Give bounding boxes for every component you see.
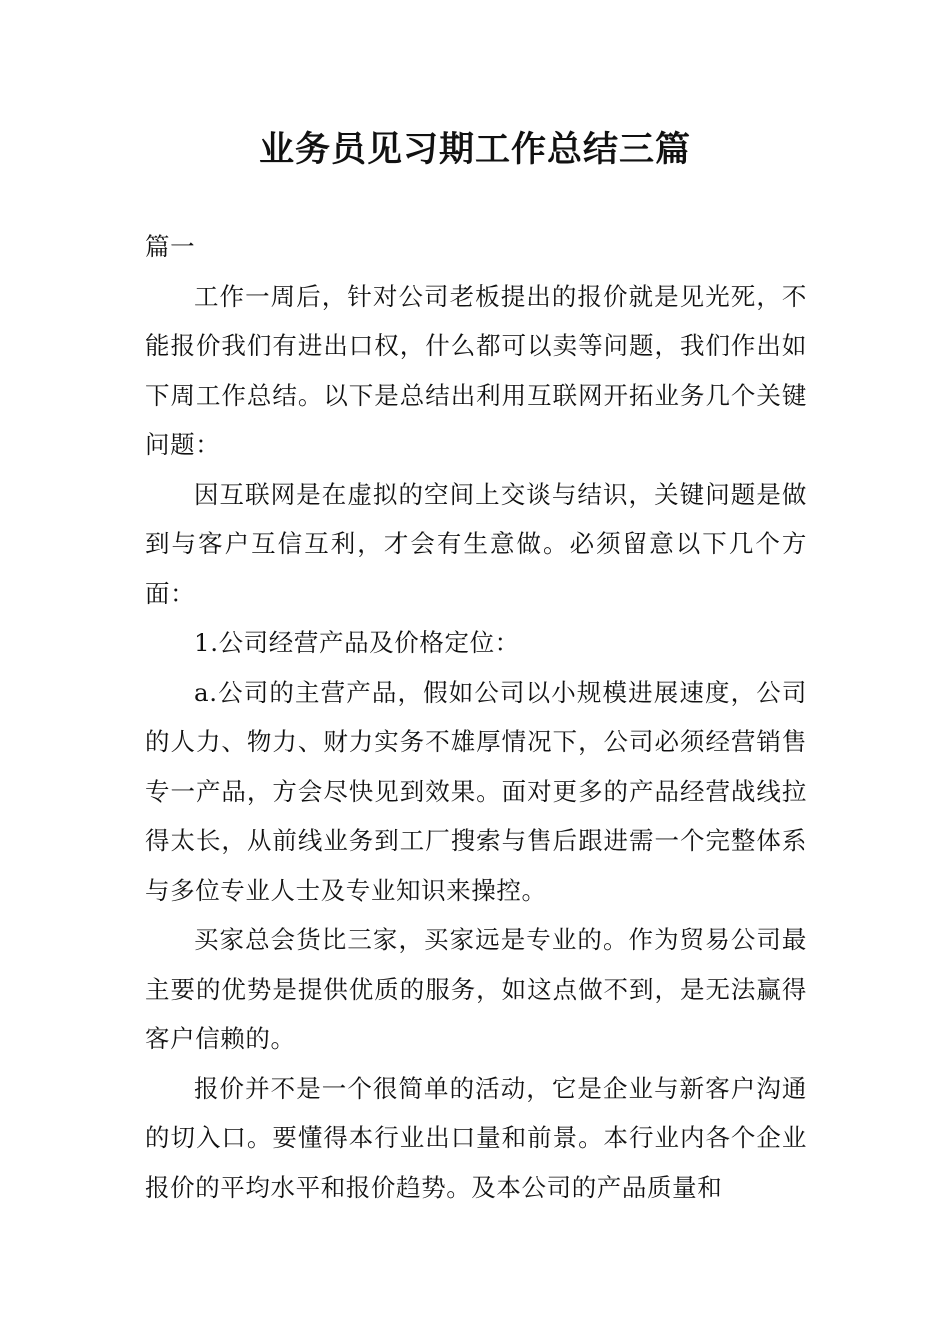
document-title: 业务员见习期工作总结三篇: [258, 130, 691, 170]
paragraph: a.公司的主营产品，假如公司以小规模进展速度，公司的人力、物力、财力实务不雄厚情况下，公司必须经营销售专一产品，方会尽快见到效果。面对更多的产品经营战线拉得太长，从前线业务到工厂搜索与售后跟进需一个完整体系与多位专业人士及专业知识来操控。: [145, 677, 807, 905]
section-heading: 篇一: [145, 232, 196, 261]
paragraph: 买家总会货比三家，买家远是专业的。作为贸易公司最主要的优势是提供优质的服务，如这点做不到，是无法赢得客户信赖的。: [145, 925, 807, 1053]
document-body: [145, 222, 807, 1212]
paragraph: 因互联网是在虚拟的空间上交谈与结识，关键问题是做到与客户互信互利，才会有生意做。必须留意以下几个方面：: [145, 479, 807, 608]
paragraph: 报价并不是一个很简单的活动，它是企业与新客户沟通的切入口。要懂得本行业出口量和前景。本行业内各个企业报价的平均水平和报价趋势。及本公司的产品质量和: [145, 1073, 807, 1202]
paragraph: 工作一周后，针对公司老板提出的报价就是见光死，不能报价我们有进出口权，什么都可以卖等问题，我们作出如下周工作总结。以下是总结出利用互联网开拓业务几个关键问题：: [145, 281, 807, 459]
list-item-heading: 1.公司经营产品及价格定位：: [194, 628, 520, 657]
